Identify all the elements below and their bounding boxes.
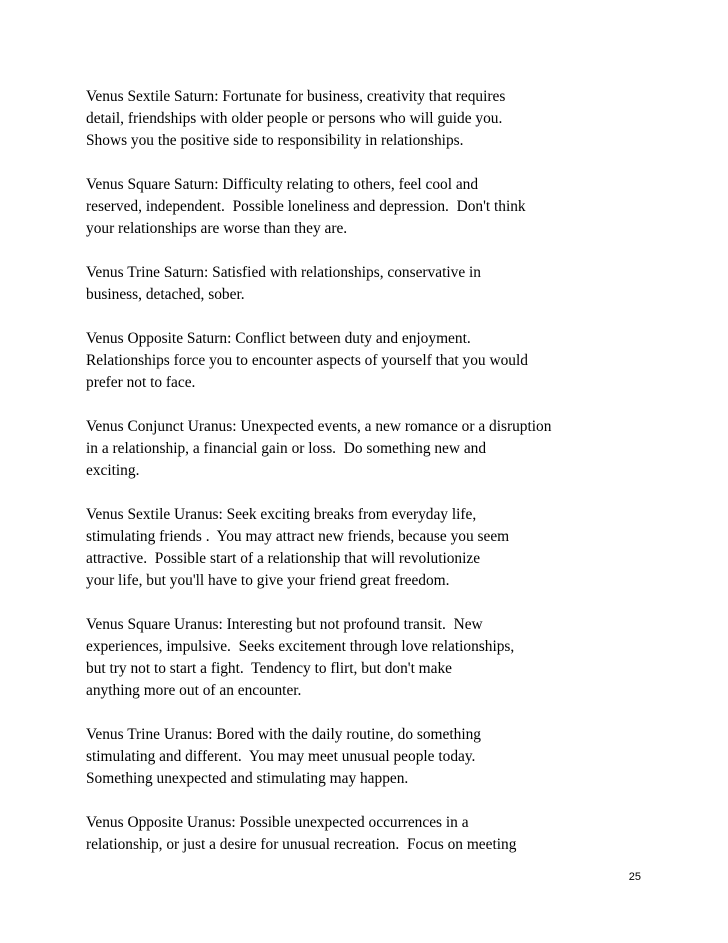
paragraph-venus-conjunct-uranus xyxy=(86,416,646,482)
text-line: Venus Opposite Saturn: Conflict between duty and enjoyment. xyxy=(86,330,471,347)
paragraph-venus-sextile-saturn xyxy=(86,86,646,152)
text-line: Venus Opposite Uranus: Possible unexpected occurrences in a xyxy=(86,814,469,831)
paragraph-venus-opposite-saturn xyxy=(86,328,646,394)
paragraph-venus-trine-saturn xyxy=(86,262,646,306)
text-line: detail, friendships with older people or persons who will guide you. xyxy=(86,110,503,127)
text-line: your relationships are worse than they are. xyxy=(86,220,348,237)
text-line: your life, but you'll have to give your friend great freedom. xyxy=(86,572,450,589)
text-line: Relationships force you to encounter aspects of yourself that you would xyxy=(86,352,528,369)
text-line: prefer not to face. xyxy=(86,374,196,391)
text-line: Venus Sextile Saturn: Fortunate for business, creativity that requires xyxy=(86,88,506,105)
text-line: Venus Trine Saturn: Satisfied with relationships, conservative in xyxy=(86,264,481,281)
text-line: reserved, independent. Possible loneliness and depression. Don't think xyxy=(86,198,526,215)
text-line: Shows you the positive side to responsibility in relationships. xyxy=(86,132,464,149)
text-line: Venus Square Saturn: Difficulty relating to others, feel cool and xyxy=(86,176,479,193)
text-line: Venus Square Uranus: Interesting but not profound transit. New xyxy=(86,616,483,633)
paragraph-venus-sextile-uranus xyxy=(86,504,646,592)
paragraph-venus-opposite-uranus xyxy=(86,812,646,856)
text-line: exciting. xyxy=(86,462,140,479)
paragraph-venus-square-saturn xyxy=(86,174,646,240)
text-line: stimulating friends . You may attract new friends, because you seem xyxy=(86,528,510,545)
paragraph-venus-square-uranus xyxy=(86,614,646,702)
text-line: stimulating and different. You may meet unusual people today. xyxy=(86,748,476,765)
text-line: Something unexpected and stimulating may happen. xyxy=(86,770,409,787)
text-line: Venus Trine Uranus: Bored with the daily routine, do something xyxy=(86,726,481,743)
text-line: in a relationship, a financial gain or loss. Do something new and xyxy=(86,440,487,457)
page-number: 25 xyxy=(628,871,641,883)
text-line: business, detached, sober. xyxy=(86,286,245,303)
text-line: experiences, impulsive. Seeks excitement through love relationships, xyxy=(86,638,515,655)
body-text xyxy=(86,86,646,878)
text-line: Venus Conjunct Uranus: Unexpected events, a new romance or a disruption xyxy=(86,418,552,435)
text-line: attractive. Possible start of a relationship that will revolutionize xyxy=(86,550,481,567)
text-line: anything more out of an encounter. xyxy=(86,682,302,699)
text-line: Venus Sextile Uranus: Seek exciting breaks from everyday life, xyxy=(86,506,477,523)
text-line: relationship, or just a desire for unusual recreation. Focus on meeting xyxy=(86,836,517,853)
text-line: but try not to start a fight. Tendency to flirt, but don't make xyxy=(86,660,453,677)
paragraph-venus-trine-uranus xyxy=(86,724,646,790)
